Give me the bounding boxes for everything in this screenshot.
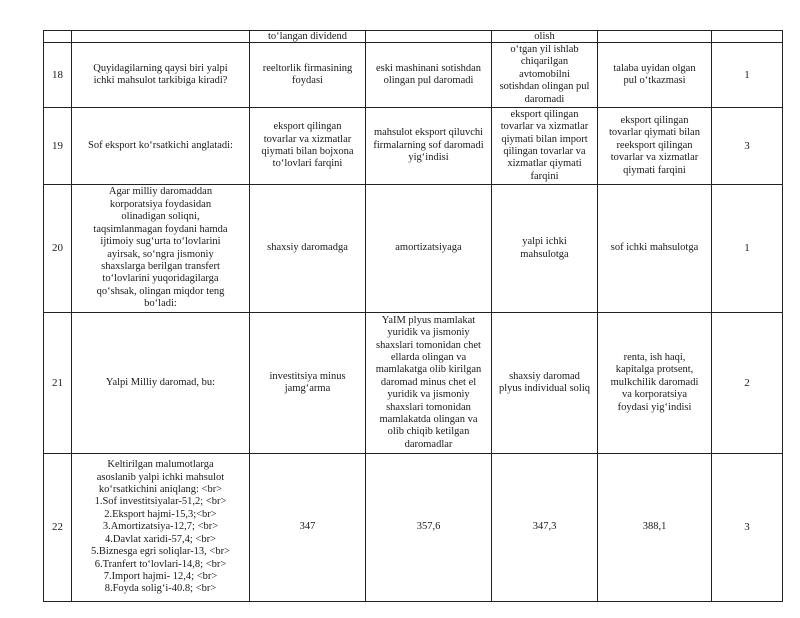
table-row — [44, 313, 783, 454]
question-text: Quyidagilarning qaysi biri yalpi ichki mahsulot tarkibiga kiradi? — [72, 43, 250, 108]
option-d: talaba uyidan olgan pul o‘tkazmasi — [598, 43, 712, 108]
option-c: shaxsiy daromad plyus individual soliq — [492, 313, 598, 454]
option-b: 357,6 — [366, 454, 492, 602]
question-number: 20 — [44, 185, 72, 313]
question-number: 19 — [44, 108, 72, 185]
option-c: 347,3 — [492, 454, 598, 602]
option-c: olish — [492, 31, 598, 43]
quiz-table — [43, 30, 783, 602]
question-number: 18 — [44, 43, 72, 108]
option-c: yalpi ichki mahsulotga — [492, 185, 598, 313]
option-b: amortizatsiyaga — [366, 185, 492, 313]
option-b: YaIM plyus mamlakat yuridik va jismoniy shaxslari tomonidan chet ellarda olingan va mamlakatga olib kirilgan daromad minus chet el yuridik va jismoniy shaxslari tomonidan mamlakatda olingan va olib chiqib ketilgan daromadlar — [366, 313, 492, 454]
option-c: eksport qilingan tovarlar va xizmatlar qiymati bilan import qilingan tovarlar va xizmatlar qiymati farqini — [492, 108, 598, 185]
option-d: renta, ish haqi, kapitalga protsent, mulkchilik daromadi va korporatsiya foydasi yig‘indisi — [598, 313, 712, 454]
option-d: sof ichki mahsulotga — [598, 185, 712, 313]
question-text: Agar milliy daromaddan korporatsiya foydasidan olinadigan soliqni, taqsimlanmagan foydani hamda ijtimoiy sug‘urta to‘lovlarini ayirsak, so‘ngra jismoniy shaxslarga berilgan transfert to‘lovlarini yuqoridagilarga qo‘shsak, olingan miqdor teng bo‘ladi: — [72, 185, 250, 313]
option-c: o‘tgan yil ishlab chiqarilgan avtomobilni sotishdan olingan pul daromadi — [492, 43, 598, 108]
option-b: eski mashinani sotishdan olingan pul daromadi — [366, 43, 492, 108]
table-row — [44, 43, 783, 108]
option-b — [366, 31, 492, 43]
option-d — [598, 31, 712, 43]
correct-answer: 1 — [712, 185, 783, 313]
question-text — [72, 31, 250, 43]
correct-answer: 3 — [712, 108, 783, 185]
question-text: Keltirilgan malumotlarga asoslanib yalpi ichki mahsulot ko‘rsatkichini aniqlang: <br> 1.Sof investitsiyalar-51,2; <br> 2.Eksport hajmi-15,3;<br> 3.Amortizatsiya-12,7; <br> 4.Davlat xaridi-57,4; <br> 5.Biznesga egri soliqlar-13, <br> 6.Tranfert to‘lovlari-14,8; <br> 7.Import hajmi- 12,4; <br> 8.Foyda solig‘i-40.8; <br> — [72, 454, 250, 602]
question-number — [44, 31, 72, 43]
question-text: Sof eksport ko‘rsatkichi anglatadi: — [72, 108, 250, 185]
correct-answer: 2 — [712, 313, 783, 454]
option-d: eksport qilingan tovarlar qiymati bilan reeksport qilingan tovarlar va xizmatlar qiymati farqini — [598, 108, 712, 185]
question-number: 21 — [44, 313, 72, 454]
table-row — [44, 31, 783, 43]
question-text: Yalpi Milliy daromad, bu: — [72, 313, 250, 454]
correct-answer: 1 — [712, 43, 783, 108]
table-row — [44, 454, 783, 602]
option-a: investitsiya minus jamg‘arma — [250, 313, 366, 454]
option-d: 388,1 — [598, 454, 712, 602]
option-a: 347 — [250, 454, 366, 602]
option-a: eksport qilingan tovarlar va xizmatlar qiymati bilan bojxona to‘lovlari farqini — [250, 108, 366, 185]
option-a: shaxsiy daromadga — [250, 185, 366, 313]
correct-answer: 3 — [712, 454, 783, 602]
table-row — [44, 108, 783, 185]
option-a: to‘langan dividend — [250, 31, 366, 43]
option-b: mahsulot eksport qiluvchi firmalarning sof daromadi yig‘indisi — [366, 108, 492, 185]
correct-answer — [712, 31, 783, 43]
option-a: reeltorlik firmasining foydasi — [250, 43, 366, 108]
table-row — [44, 185, 783, 313]
question-number: 22 — [44, 454, 72, 602]
